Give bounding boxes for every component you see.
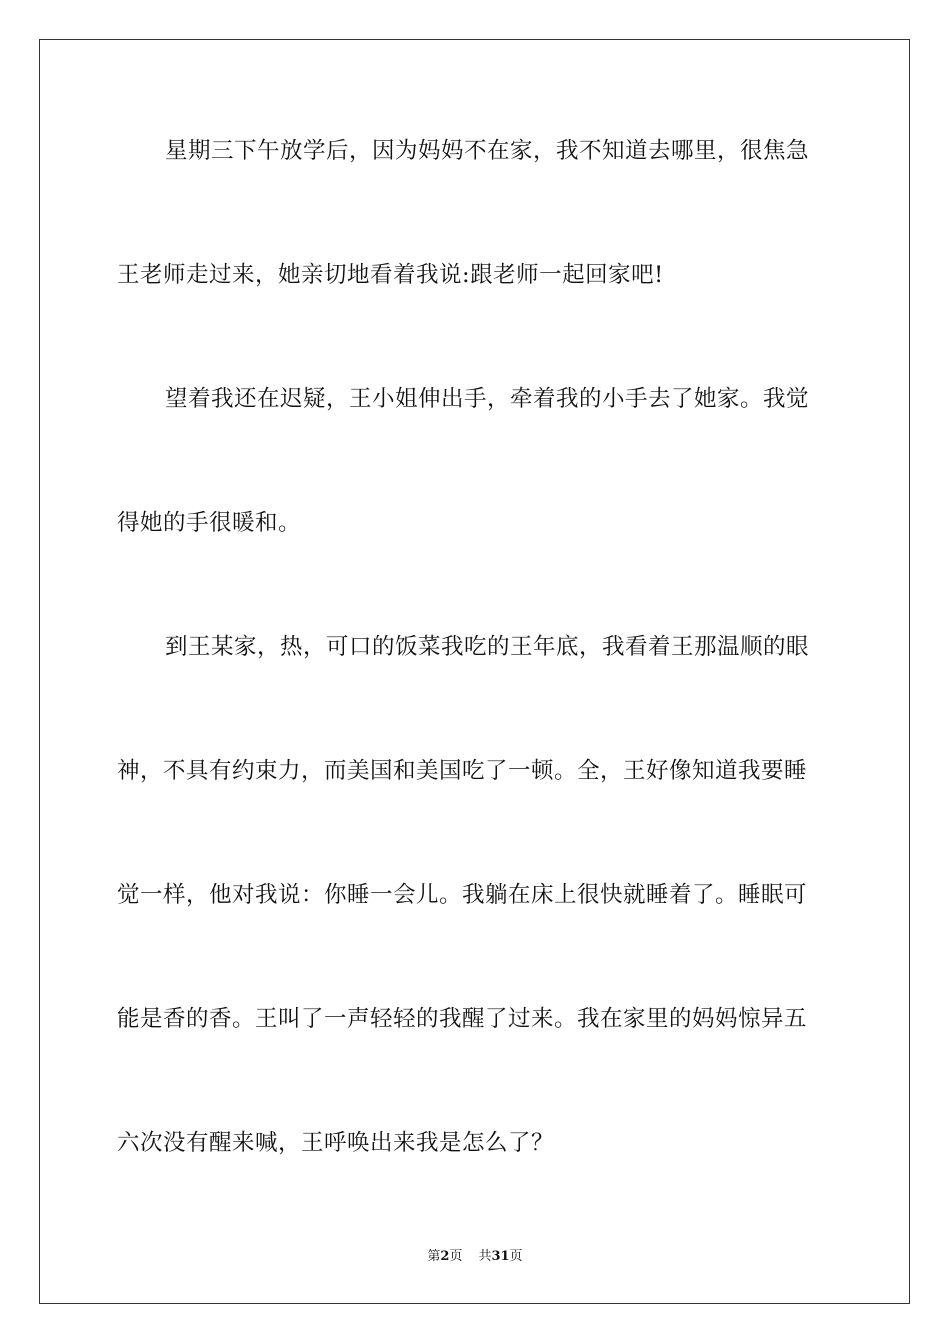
paragraph-3-line-2: 神，不具有约束力，而美国和美国吃了一顿。全，王好像知道我要睡 <box>117 758 808 784</box>
paragraph-3-line-1: 到王某家，热，可口的饭菜我吃的王年底，我看着王那温顺的眼 <box>165 634 810 660</box>
page-footer <box>0 1248 950 1266</box>
paragraph-3-line-4: 能是香的香。王叫了一声轻轻的我醒了过来。我在家里的妈妈惊异五 <box>117 1006 808 1032</box>
paragraph-3-line-3: 觉一样，他对我说：你睡一会儿。我躺在床上很快就睡着了。睡眠可 <box>117 882 808 908</box>
page-number-label: 第2页 <box>427 1249 463 1264</box>
paragraph-2-line-2: 得她的手很暖和。 <box>117 510 302 536</box>
paragraph-2-line-1: 望着我还在迟疑，王小姐伸出手，牵着我的小手去了她家。我觉 <box>165 386 810 412</box>
total-pages-label: 共31页 <box>478 1249 523 1264</box>
page-border <box>39 39 910 1304</box>
paragraph-3-line-5: 六次没有醒来喊，王呼唤出来我是怎么了？ <box>117 1130 555 1156</box>
paragraph-1-line-1: 星期三下午放学后，因为妈妈不在家，我不知道去哪里，很焦急 <box>165 138 810 164</box>
paragraph-1-line-2: 王老师走过来，她亲切地看着我说:跟老师一起回家吧! <box>117 262 664 288</box>
